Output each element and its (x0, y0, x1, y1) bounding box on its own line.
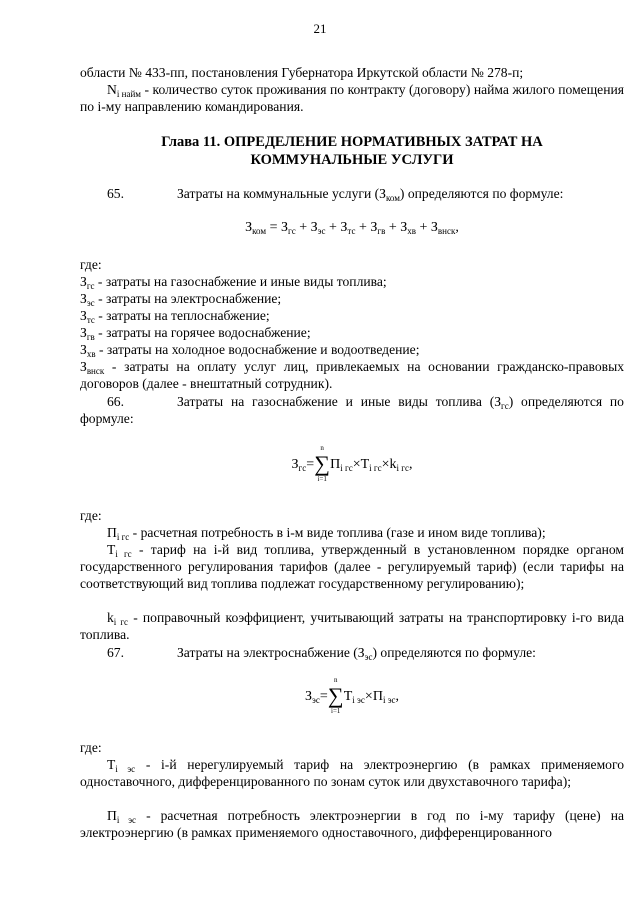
paragraph-66: 66. Затраты на газоснабжение и иные виды топлива $(З_{гс})$ определяются по формуле: (80, 394, 624, 426)
formula-komm: $З_{ком} = З_{гс} + З_{эс} + З_{тс} + З_{гв} + З_{хв} + З_{внск}$, (245, 220, 459, 236)
def-P-es: $П_{i эс}$ - расчетная потребность электроэнергии в год по i-му тарифу (цене) на электроэнергию (в рамках применяемого одноставочного, дифференцированного (80, 808, 624, 840)
where-label-2: где: (80, 508, 102, 523)
paragraph-continuation: области № 433-пп, постановления Губернатора Иркутской области № 278-п; (80, 65, 524, 80)
where-label: где: (80, 257, 102, 272)
def-gv: $З_{гв}$ - затраты на горячее водоснабжение; (80, 325, 311, 342)
def-k-gs: $k_{i гс}$ - поправочный коэффициент, учитывающий затраты на транспортировку i-го вида топлива. (80, 610, 624, 642)
def-es: $З_{эс}$ - затраты на электроснабжение; (80, 291, 282, 308)
def-P-gs: $П_{i гс}$ - расчетная потребность в i-м виде топлива (газе и ином виде топлива); (107, 525, 546, 542)
paragraph-n-naim: $N_{i найм}$ - количество суток проживания по контракту (договору) найма жилого помещения по i-му направлению командирования. (80, 82, 625, 114)
chapter-heading-line2: КОММУНАЛЬНЫЕ УСЛУГИ (250, 152, 454, 168)
def-hv: $З_{хв}$ - затраты на холодное водоснабжение и водоотведение; (80, 342, 420, 359)
def-T-es: $Т_{i эс} - i-й$ нерегулируемый тариф на электроэнергию (в рамках применяемого одноставочного, дифференцированного по зонам суток или двухставочного тарифа); (80, 757, 625, 789)
def-gs: $З_{гс}$ - затраты на газоснабжение и иные виды топлива; (80, 274, 387, 291)
sum-symbol: n ∑ i=1 (327, 676, 344, 715)
def-T-gs: $Т_{i гс}$ - тариф на i-й вид топлива, утвержденный в установленном порядке органом государственного регулирования тарифов (далее - регулируемый тариф) (если тарифы на соответствующий вид топлива подлежат государственному регулированию); (80, 542, 625, 591)
def-ts: $З_{тс}$ - затраты на теплоснабжение; (80, 308, 270, 325)
chapter-heading-line1: Глава 11. ОПРЕДЕЛЕНИЕ НОРМАТИВНЫХ ЗАТРАТ НА (161, 134, 543, 150)
formula-electro: $З_{эс}=$ n ∑ i=1 $Т_{i эс}\times П_{i эс}$, (304, 676, 400, 715)
sum-symbol: n ∑ i=1 (314, 444, 330, 483)
paragraph-65: 65. Затраты на коммунальные услуги $(З_{ком})$ определяются по формуле: (107, 186, 564, 203)
def-vnsk: $З_{внск}$ - затраты на оплату услуг лиц, привлекаемых на основании гражданско-правовых договоров (далее - внештатный сотрудник). (80, 359, 624, 391)
formula-gas: $З_{гс}=$ n ∑ i=1 $П_{i гс}\times Т_{i гс}\times k_{i гс}$, (291, 444, 413, 483)
paragraph-67: 67. Затраты на электроснабжение $(З_{эс})$ определяются по формуле: (107, 645, 536, 662)
where-label-3: где: (80, 740, 102, 755)
page-number: 21 (313, 21, 327, 36)
